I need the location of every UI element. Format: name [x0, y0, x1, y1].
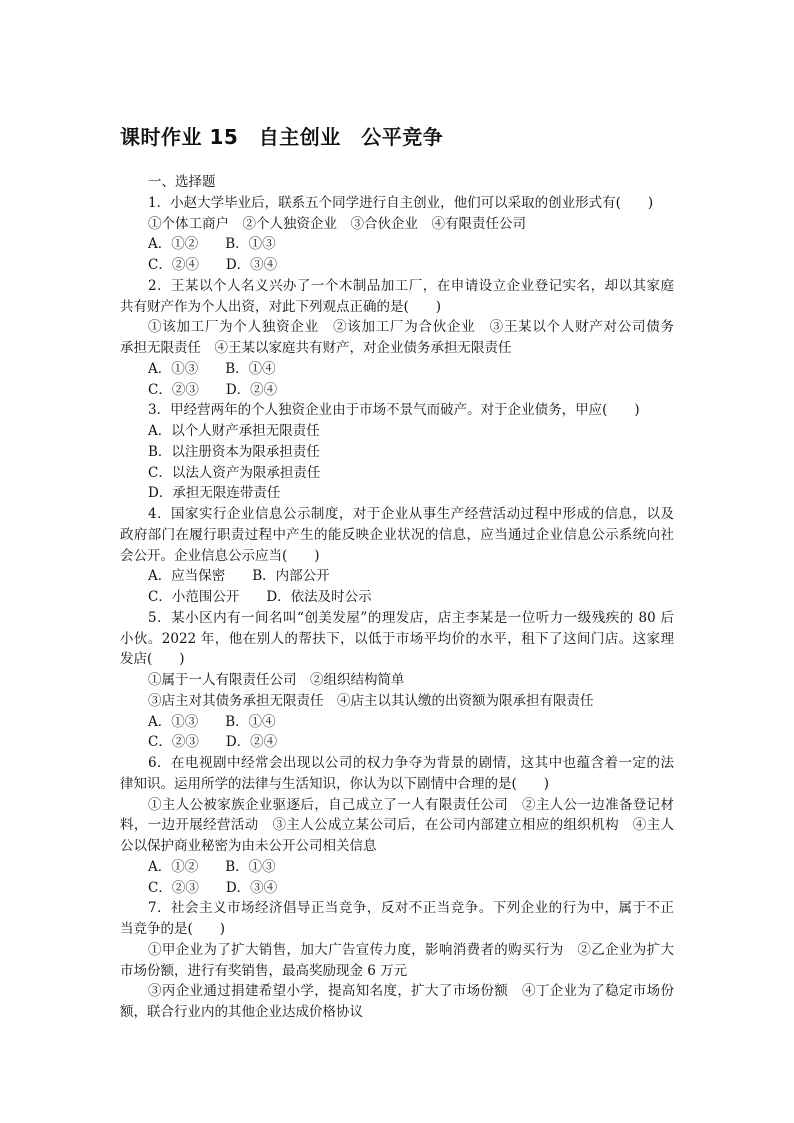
question-4-options-cd: C．小范围公开 D．依法及时公示 — [148, 589, 372, 605]
question-7-stem: 7．社会主义市场经济倡导正当竞争，反对不正当竞争。下列企业的行为中，属于不正 — [148, 900, 674, 917]
question-5-options-cd: C．②③ D．②④ — [148, 734, 278, 751]
question-7-statements-3: ③丙企业通过捐建希望小学，提高知名度，扩大了市场份额 ④丁企业为了稳定市场份 — [148, 983, 674, 1000]
question-5-stem-end: 发店( ) — [120, 651, 185, 668]
question-5-stem-cont: 小伙。2022 年，他在别人的帮扶下，以低于市场平均价的水平，租下了这间门店。这家理 — [120, 630, 674, 647]
question-2-stem: 2．王某以个人名义兴办了一个木制品加工厂，在申请设立企业登记实名，却以其家庭 — [148, 277, 674, 294]
question-6-statements-1: ①主人公被家族企业驱逐后，自己成立了一人有限责任公司 ②主人公一边准备登记材 — [148, 796, 674, 813]
question-2-stem-cont: 共有财产作为个人出资，对此下列观点正确的是( ) — [120, 298, 442, 315]
question-6-options-cd: C．②③ D．③④ — [148, 879, 278, 896]
question-3-stem: 3．甲经营两年的个人独资企业由于市场不景气而破产。对于企业债务，甲应( ) — [148, 402, 640, 419]
question-3-option-d: D．承担无限连带责任 — [148, 485, 281, 502]
question-5-stem: 5．某小区内有一间名叫“创美发屋”的理发店，店主李某是一位听力一级残疾的 80 后 — [148, 609, 674, 626]
question-1-options-cd: C．②④ D．③④ — [148, 257, 278, 273]
question-1-statements: ①个体工商户 ②个人独资企业 ③合伙企业 ④有限责任公司 — [148, 215, 526, 232]
question-7-statements-1: ①甲企业为了扩大销售，加大广告宣传力度，影响消费者的购买行为 ②乙企业为扩大 — [148, 941, 674, 958]
question-4-stem-end: 会公开。企业信息公示应当( ) — [120, 547, 320, 564]
question-4-options-ab: A．应当保密 B．内部公开 — [148, 568, 330, 585]
question-1-options-ab: A．①② B．①③ — [148, 236, 276, 253]
question-7-statements-2: 市场份额，进行有奖销售，最高奖励现金 6 万元 — [120, 962, 408, 979]
question-4-stem: 4．国家实行企业信息公示制度，对于企业从事生产经营活动过程中形成的信息，以及 — [148, 506, 674, 522]
question-6-stem: 6．在电视剧中经常会出现以公司的权力争夺为背景的剧情，这其中也蕴含着一定的法 — [148, 755, 674, 771]
question-2-options-cd: C．②③ D．②④ — [148, 381, 278, 398]
question-3-option-a: A．以个人财产承担无限责任 — [148, 423, 320, 439]
question-7-stem-cont: 当竞争的是( ) — [120, 921, 226, 937]
question-6-statements-3: 公以保护商业秘密为由未公开公司相关信息 — [120, 838, 377, 854]
question-2-options-ab: A．①③ B．①④ — [148, 360, 276, 377]
question-1-stem: 1．小赵大学毕业后，联系五个同学进行自主创业，他们可以采取的创业形式有( ) — [148, 194, 654, 211]
question-2-statements: ①该加工厂为个人独资企业 ②该加工厂为合伙企业 ③王某以个人财产对公司债务 — [148, 319, 674, 336]
question-list — [120, 172, 674, 1023]
question-2-statements-cont: 承担无限责任 ④王某以家庭共有财产，对企业债务承担无限责任 — [120, 340, 512, 356]
question-6-statements-2: 料，一边开展经营活动 ③主人公成立某公司后，在公司内部建立相应的组织机构 ④主人 — [120, 817, 674, 834]
question-6-options-ab: A．①② B．①③ — [148, 858, 276, 875]
question-7-statements-4: 额，联合行业内的其他企业达成价格协议 — [120, 1004, 363, 1020]
question-3-option-c: C．以法人资产为限承担责任 — [148, 464, 321, 481]
question-6-stem-cont: 律知识。运用所学的法律与生活知识，你认为以下剧情中合理的是( ) — [120, 775, 550, 792]
question-4-stem-cont: 政府部门在履行职责过程中产生的能反映企业状况的信息，应当通过企业信息公示系统向社 — [120, 526, 674, 543]
question-3-option-b: B．以注册资本为限承担责任 — [148, 443, 320, 460]
question-5-statements-2: ③店主对其债务承担无限责任 ④店主以其认缴的出资额为限承担有限责任 — [148, 692, 594, 709]
question-5-statements-1: ①属于一人有限责任公司 ②组织结构简单 — [148, 672, 405, 688]
section-heading: 一、选择题 — [148, 174, 216, 190]
question-5-options-ab: A．①③ B．①④ — [148, 713, 276, 730]
page-title: 课时作业 15 自主创业 公平竞争 — [120, 125, 444, 149]
